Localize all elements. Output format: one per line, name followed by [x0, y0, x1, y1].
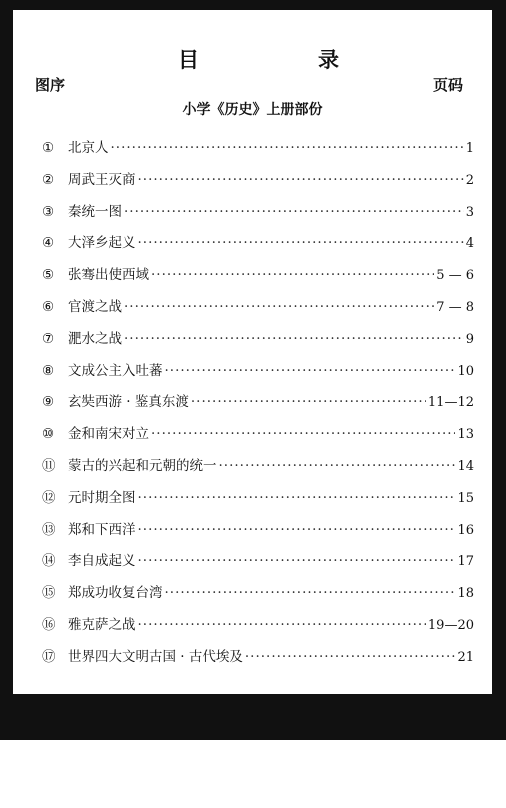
entry-number: ④: [42, 235, 55, 252]
toc-entry: [42, 231, 474, 263]
entry-number: ⑧: [42, 362, 55, 379]
column-header-figure-number: 图序: [35, 76, 66, 94]
entry-page: 4: [465, 236, 474, 252]
dot-leader: [124, 204, 464, 220]
entry-number: ⑪: [42, 457, 56, 474]
entry-title: 周武王灭商: [68, 171, 136, 188]
dot-leader: [138, 235, 464, 251]
entry-number: ③: [42, 203, 55, 220]
entry-title: 大泽乡起义: [68, 235, 136, 252]
scan-border-top: [0, 0, 506, 10]
entry-title: 文成公主入吐蕃: [68, 362, 163, 379]
dot-leader: [124, 331, 464, 347]
entry-number: ⑫: [42, 489, 56, 506]
entry-title: 秦统一图: [68, 203, 122, 220]
dot-leader: [151, 267, 434, 283]
toc-entry: [42, 295, 474, 327]
toc-entry: [42, 454, 474, 486]
entry-page: 3: [465, 204, 474, 220]
entry-number: ⑯: [42, 616, 56, 633]
entry-number: ②: [42, 171, 55, 188]
entry-title: 郑和下西洋: [68, 521, 136, 538]
entry-number: ①: [42, 140, 55, 156]
dot-leader: [138, 172, 464, 188]
entry-page: 17: [457, 554, 474, 570]
entry-page: 21: [457, 649, 474, 665]
dot-leader: [165, 363, 456, 379]
entry-page: 13: [457, 427, 474, 443]
section-title: 小学《历史》上册部份: [182, 102, 323, 118]
toc-entry: [42, 549, 474, 581]
toc-entry: [42, 263, 474, 295]
column-header-page-number: 页码: [433, 76, 464, 94]
entry-number: ⑬: [42, 521, 56, 538]
entry-title: 淝水之战: [68, 330, 122, 347]
entry-title: 北京人: [68, 140, 109, 156]
entry-title: 官渡之战: [68, 298, 122, 315]
entry-title: 李自成起义: [68, 553, 136, 570]
entry-number: ⑨: [42, 394, 55, 411]
entry-page: 18: [457, 586, 474, 602]
entry-number: ⑩: [42, 426, 55, 443]
scan-border-right: [492, 0, 506, 740]
heading-right: 录: [318, 48, 339, 72]
toc-entry: [42, 359, 474, 391]
entry-title: 张骞出使西域: [68, 267, 149, 284]
entry-page: 16: [457, 522, 474, 538]
toc-entry: [42, 645, 474, 677]
entry-page: 14: [457, 458, 474, 474]
dot-leader: [191, 394, 426, 410]
entry-page: 10: [457, 363, 474, 379]
toc-entry: [42, 422, 474, 454]
toc-entry: [42, 390, 474, 422]
toc-entry: [42, 200, 474, 232]
toc-entry: [42, 168, 474, 200]
scan-border-bottom: [0, 694, 506, 740]
toc-entry: [42, 518, 474, 550]
entry-number: ⑦: [42, 330, 55, 347]
entry-page: 5 — 6: [436, 268, 474, 284]
entry-title: 世界四大文明古国 · 古代埃及: [68, 648, 243, 665]
entry-title: 雅克萨之战: [68, 616, 136, 633]
scan-border-left: [0, 0, 13, 740]
dot-leader: [138, 553, 456, 569]
entry-title: 蒙古的兴起和元朝的统一: [68, 457, 217, 474]
entry-page: 15: [457, 490, 474, 506]
entry-number: ⑰: [42, 648, 56, 665]
toc-entry: [42, 581, 474, 613]
dot-leader: [111, 140, 464, 156]
toc-entry: [42, 486, 474, 518]
entry-title: 郑成功收复台湾: [68, 585, 163, 602]
entry-number: ⑮: [42, 585, 56, 602]
entry-number: ⑤: [42, 267, 55, 284]
entry-page: 9: [465, 331, 474, 347]
entry-title: 元时期全图: [68, 489, 136, 506]
entry-page: 19—20: [427, 617, 474, 633]
dot-leader: [165, 585, 456, 601]
dot-leader: [138, 522, 456, 538]
entry-page: 7 — 8: [436, 299, 474, 315]
table-of-contents: [42, 136, 474, 677]
document-page: [13, 10, 492, 694]
entry-title: 金和南宋对立: [68, 426, 149, 443]
dot-leader: [138, 490, 456, 506]
dot-leader: [124, 299, 434, 315]
dot-leader: [219, 458, 456, 474]
dot-leader: [151, 426, 455, 442]
entry-page: 1: [465, 141, 474, 156]
toc-entry: [42, 136, 474, 168]
heading-left: 目: [178, 48, 199, 72]
dot-leader: [138, 617, 426, 633]
toc-entry: [42, 327, 474, 359]
dot-leader: [245, 649, 456, 665]
toc-entry: [42, 613, 474, 645]
entry-title: 玄奘西游 · 鉴真东渡: [68, 394, 189, 411]
entry-page: 11—12: [427, 395, 474, 411]
entry-number: ⑭: [42, 553, 56, 570]
entry-page: 2: [465, 172, 474, 188]
entry-number: ⑥: [42, 298, 55, 315]
